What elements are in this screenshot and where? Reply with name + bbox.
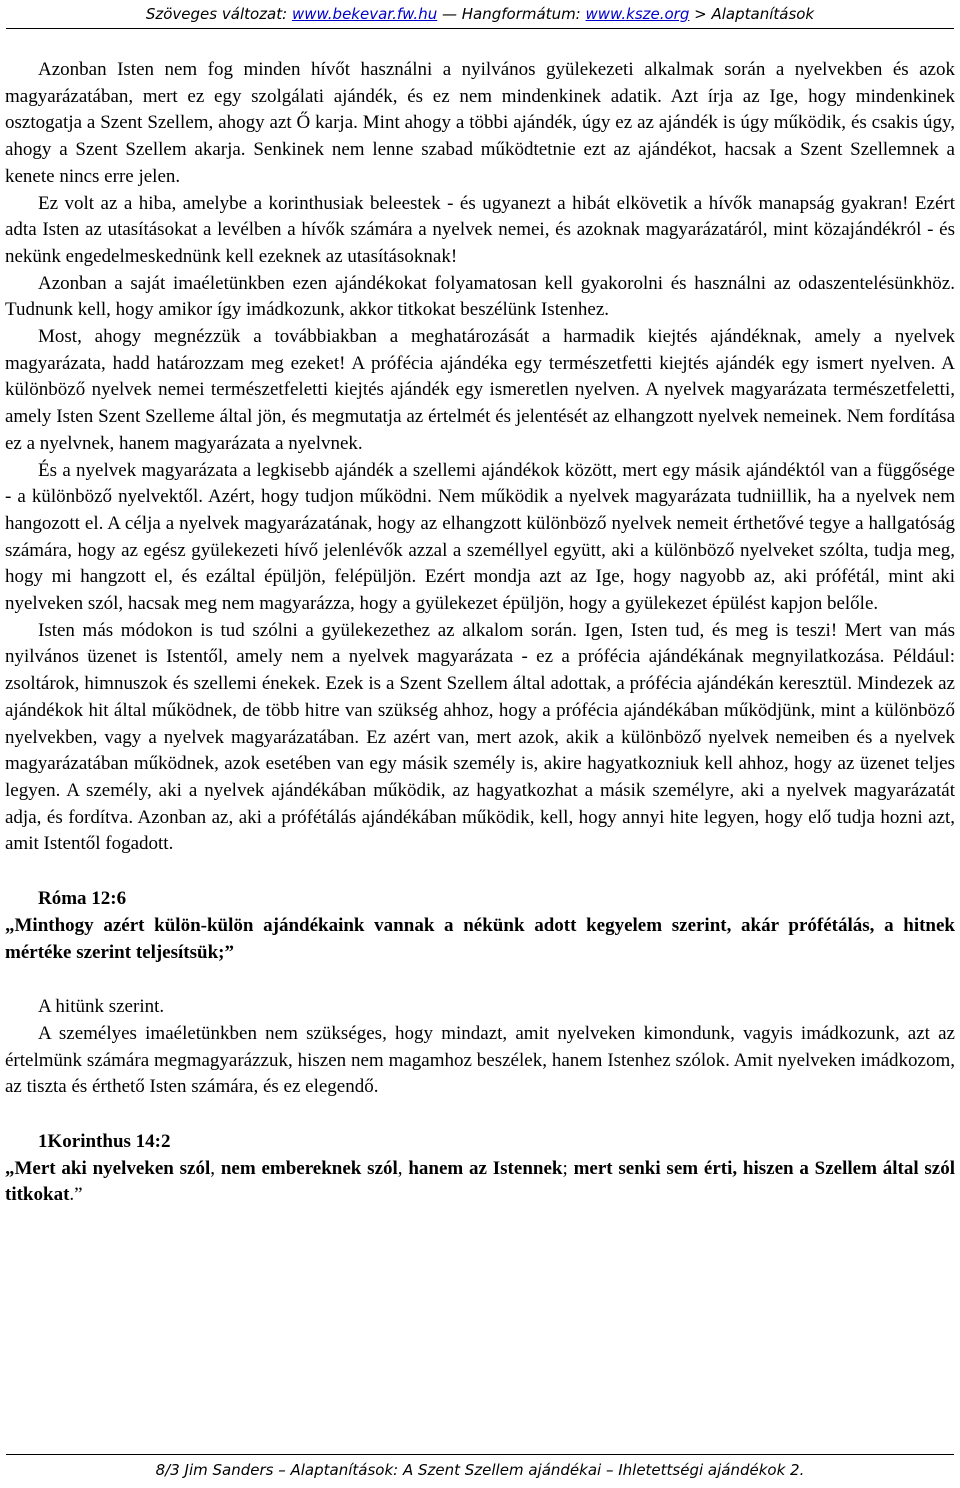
spacer [5, 858, 955, 886]
paragraph: Most, ahogy megnézzük a továbbiakban a meghatározását a harmadik kiejtés ajándéknak, amely a nyelvek magyarázata, hadd határozzam meg ezeket! A prófécia ajándéka egy természetfetti kiejtés ajándék egy ismert nyelven. A különböző nyelvek nemei természetfeletti kiejtés ajándék egy ismeretlen nyelven. A nyelvek magyarázata természetfeletti, amely Isten Szent Szelleme által jön, és megmutatja az értelmét és jelentését az elhangzott nyelvek nemeinek. Nem fordítása ez a nyelvnek, hanem magyarázata a nyelvnek. [5, 326, 955, 454]
quote-punct: ; [562, 1157, 574, 1179]
scripture-reference-romans: Róma 12:6 [38, 888, 127, 910]
paragraph: Azonban Isten nem fog minden hívőt használni a nyilvános gyülekezeti alkalmak során a nyelvekben és azok magyarázatában, mert ez egy szolgálati ajándék, és ez nem mindenkinek adatik. Azt írja az Ige, hogy mindenkinek osztogatja a Szent Szellem, ahogy azt Ő karja. Mint ahogy a többi ajándék, úgy ez az ajándék is úgy működik, és csakis úgy, ahogy a Szent Szellem akarja. Senkinek nem lenne szabad működtetnie ezt az ajándékot, hacsak a Szent Szellemnek a kenete nincs erre jelen. [5, 59, 955, 187]
quote-punct: .” [69, 1184, 83, 1206]
paragraph: Ez volt az a hiba, amelybe a korinthusiak beleestek - és ugyanezt a hibát elkövetik a hívők manapság gyakran! Ezért adta Isten az utasításokat a levélben a hívők számára a nyelvek nemei, és azoknak magyarázatáról, mint közajándékról - és nekünk engedelmeskednünk kell ezeknek az utasításoknak! [5, 192, 955, 267]
page-footer: 8/3 Jim Sanders – Alaptanítások: A Szent Szellem ajándékai – Ihletettségi ajándékok 2. [155, 1461, 805, 1479]
quote-part: hanem az Istennek [408, 1157, 563, 1179]
paragraph: Azonban a saját imaéletünkben ezen ajándékokat folyamatosan kell gyakorolni és használni az odaszentelésünkhöz. Tudnunk kell, hogy amikor így imádkozunk, akkor titkokat beszélünk Istenhez. [5, 272, 955, 321]
paragraph: Isten más módokon is tud szólni a gyülekezethez az alkalom során. Igen, Isten tud, és meg is teszi! Mert van más nyilvános üzenet is Istentől, amely nem a nyelvek magyarázata - ez a prófécia ajándékának megnyilatkozása. Például: zsoltárok, himnuszok és szellemi énekek. Ezek is a Szent Szellem által adottak, a prófécia ajándékán keresztül. Mindezek az ajándékok hit által működnek, de több hitre van szükség ahhoz, hogy a prófécia ajándékában működjünk, mint a különböző nyelvekben, vagy a nyelvek magyarázatában. Ez azért van, mert azok, akik a különböző nyelvek nemeiben és a nyelvek magyarázatában működnek, azok esetében van egy másik személy is, akire hagyatkozniuk kell ahhoz, hogy az üzenet teljes legyen. A személy, aki a nyelvek ajándékában működik, az hagyatkozhat a másik személyre, aki a nyelvek magyarázatát adja, és fordítva. Azonban az, aki a prófétálás ajándékában működik, kell, hogy annyi hite legyen, hogy elő tudja hozni azt, amit Istentől fogadott. [5, 619, 955, 855]
quote-part: mert senki sem érti, hiszen a Szellem által szól titkokat [5, 1157, 956, 1206]
spacer [5, 1101, 955, 1129]
footer-divider [6, 1454, 954, 1455]
quote-punct: , [397, 1157, 409, 1179]
quote-punct: , [210, 1157, 221, 1179]
scripture-quote-corinthians [5, 1156, 955, 1209]
ksze-link[interactable]: www.ksze.org [585, 5, 690, 23]
scripture-quote-romans: „Minthogy azért külön-külön ajándékaink vannak a nékünk adott kegyelem szerint, akár prófétálás, a hitnek mértéke szerint teljesítsük;” [5, 914, 955, 963]
paragraph: A hitünk szerint. [38, 996, 165, 1018]
document-body [5, 57, 955, 1209]
header-prefix: Szöveges változat: [145, 5, 292, 23]
spacer [5, 966, 955, 994]
bekevar-link[interactable]: www.bekevar.fw.hu [291, 5, 438, 23]
paragraph: És a nyelvek magyarázata a legkisebb ajándék a szellemi ajándékok között, mert egy másik ajándéktól van a függősége - a különböző nyelvektől. Azért, hogy tudjon működni. Nem működik a nyelvek magyarázata tudniillik, ha a nyelvek nem hangozott el. A célja a nyelvek magyarázatának, hogy az elhangzott különböző nyelvek nemeit érthetővé tegye a hallgatóság számára, hogy az egész gyülekezeti hívő jelenlévők azzal a személlyel együtt, aki a különböző nyelveket szólta, tudja meg, hogy mi hangzott el, és ezáltal épüljön, felépüljön. Ezért mondja azt az Ige, hogy nagyobb az, aki prófétál, mint aki nyelveken szól, hacsak meg nem magyarázza, hogy a gyülekezet épüljön, hogy a gyülekezet épülést kapjon belőle. [5, 459, 955, 615]
scripture-reference-corinthians: 1Korinthus 14:2 [38, 1131, 171, 1153]
page-header [6, 4, 954, 24]
header-suffix: > Alaptanítások [689, 5, 815, 23]
header-middle: — Hangformátum: [437, 5, 586, 23]
paragraph: A személyes imaéletünkben nem szükséges, hogy mindazt, amit nyelveken kimondunk, vagyis imádkozunk, azt az értelmünk számára megmagyarázzuk, hiszen nem magamhoz beszélek, hanem Istenhez szólok. Amit nyelveken imádkozom, az tiszta és érthető Isten számára, és ez elegendő. [5, 1022, 955, 1098]
header-divider [6, 28, 954, 29]
quote-part: nem embereknek szól [220, 1157, 398, 1179]
quote-part: „Mert aki nyelveken szól [5, 1157, 211, 1179]
